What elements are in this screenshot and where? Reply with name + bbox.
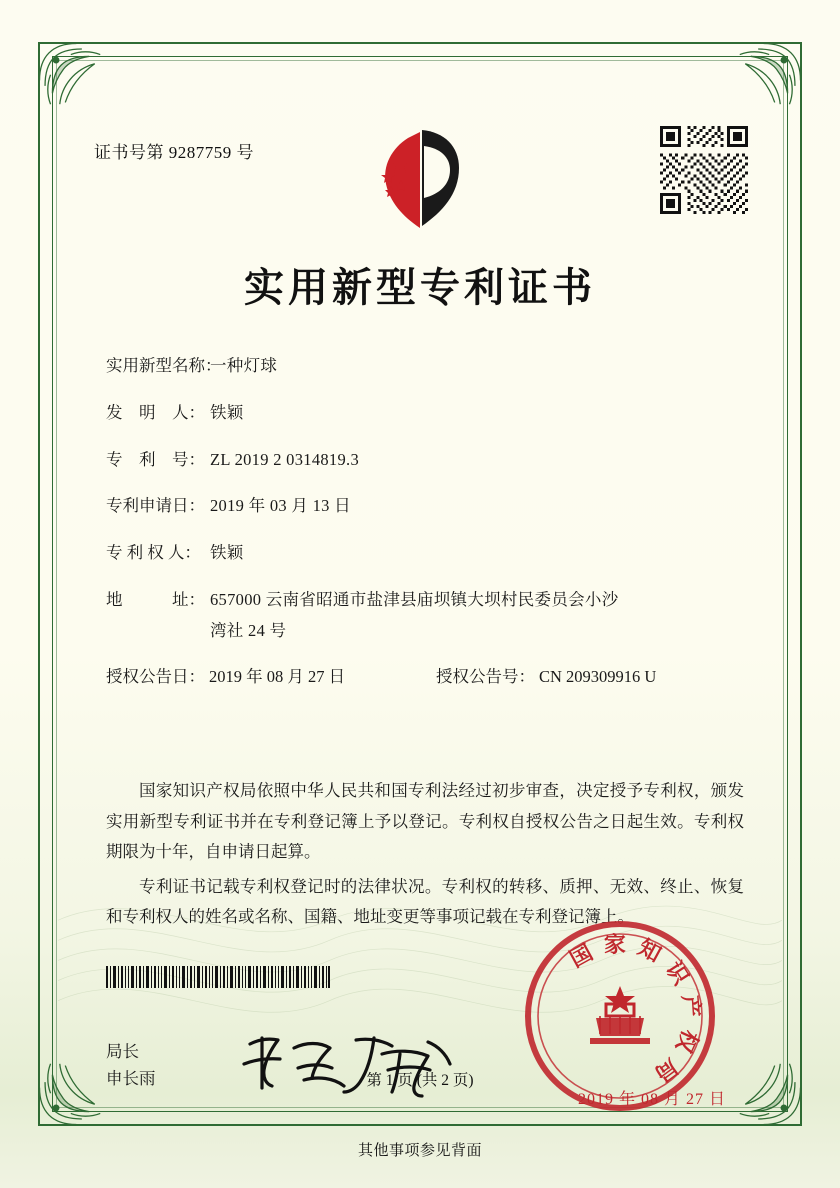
field-value: 2019 年 08 月 27 日 <box>209 667 346 687</box>
signature-role: 局长 <box>106 1042 139 1061</box>
field-value: 铁颖 <box>210 402 244 422</box>
seal-ring-text: 国家知识产权局 <box>565 931 705 1093</box>
certificate-number: 证书号第 9287759 号 <box>94 143 254 162</box>
field-label: 地 址： <box>106 589 205 609</box>
field-value: 一种灯球 <box>210 356 278 375</box>
field-label: 专 利 号： <box>106 449 205 469</box>
field-address <box>106 588 748 644</box>
qr-code <box>660 126 748 214</box>
field-value: ZL 2019 2 0314819.3 <box>210 449 359 469</box>
handwritten-signature <box>232 1024 462 1104</box>
page-title: 实用新型专利证书 <box>244 265 596 310</box>
field-patent-number <box>106 448 748 473</box>
field-label: 专 利 权 人： <box>106 543 201 562</box>
paragraph-2: 专利证书记载专利权登记时的法律状况。专利权的转移、质押、无效、终止、恢复和专利权人的姓名或名称、国籍、地址变更等事项记载在专利登记簿上。 <box>106 876 744 927</box>
field-label: 实用新型名称： <box>106 356 222 375</box>
field-announcement-date <box>106 665 436 690</box>
field-value: 铁颖 <box>210 543 244 562</box>
field-utility-model-name <box>106 354 748 379</box>
field-inventor <box>106 401 748 426</box>
page-number: 第 1 页 (共 2 页) <box>366 1072 474 1089</box>
field-label: 发 明 人： <box>106 402 205 422</box>
field-label: 授权公告日： <box>106 667 205 687</box>
field-label: 专利申请日： <box>106 496 205 516</box>
paragraph-1: 国家知识产权局依照中华人民共和国专利法经过初步审查，决定授予专利权，颁发实用新型专利证书并在专利登记簿上予以登记。专利权自授权公告之日起生效。专利权期限为十年，自申请日起算。 <box>106 781 744 862</box>
field-value: 2019 年 03 月 13 日 <box>210 496 351 516</box>
cnipa-logo-icon <box>360 124 480 234</box>
footer-note: 其他事项参见背面 <box>357 1143 482 1159</box>
address-line-1: 657000 云南省昭通市盐津县庙坝镇大坝村民委员会小沙 <box>210 589 619 609</box>
field-grant-row <box>106 665 748 690</box>
certificate-content <box>92 86 748 1108</box>
field-patentee <box>106 541 748 566</box>
legal-text <box>106 776 744 937</box>
barcode <box>106 966 330 988</box>
field-announcement-number <box>436 665 656 690</box>
field-label: 授权公告号： <box>436 667 535 687</box>
field-value <box>210 588 748 644</box>
field-value: CN 209309916 U <box>539 667 657 687</box>
signature-name: 申长雨 <box>106 1069 156 1089</box>
address-line-2: 湾社 24 号 <box>210 620 287 640</box>
field-application-date <box>106 494 748 519</box>
seal-date: 2019 年 08 月 27 日 <box>577 1091 726 1108</box>
field-list <box>106 354 748 706</box>
